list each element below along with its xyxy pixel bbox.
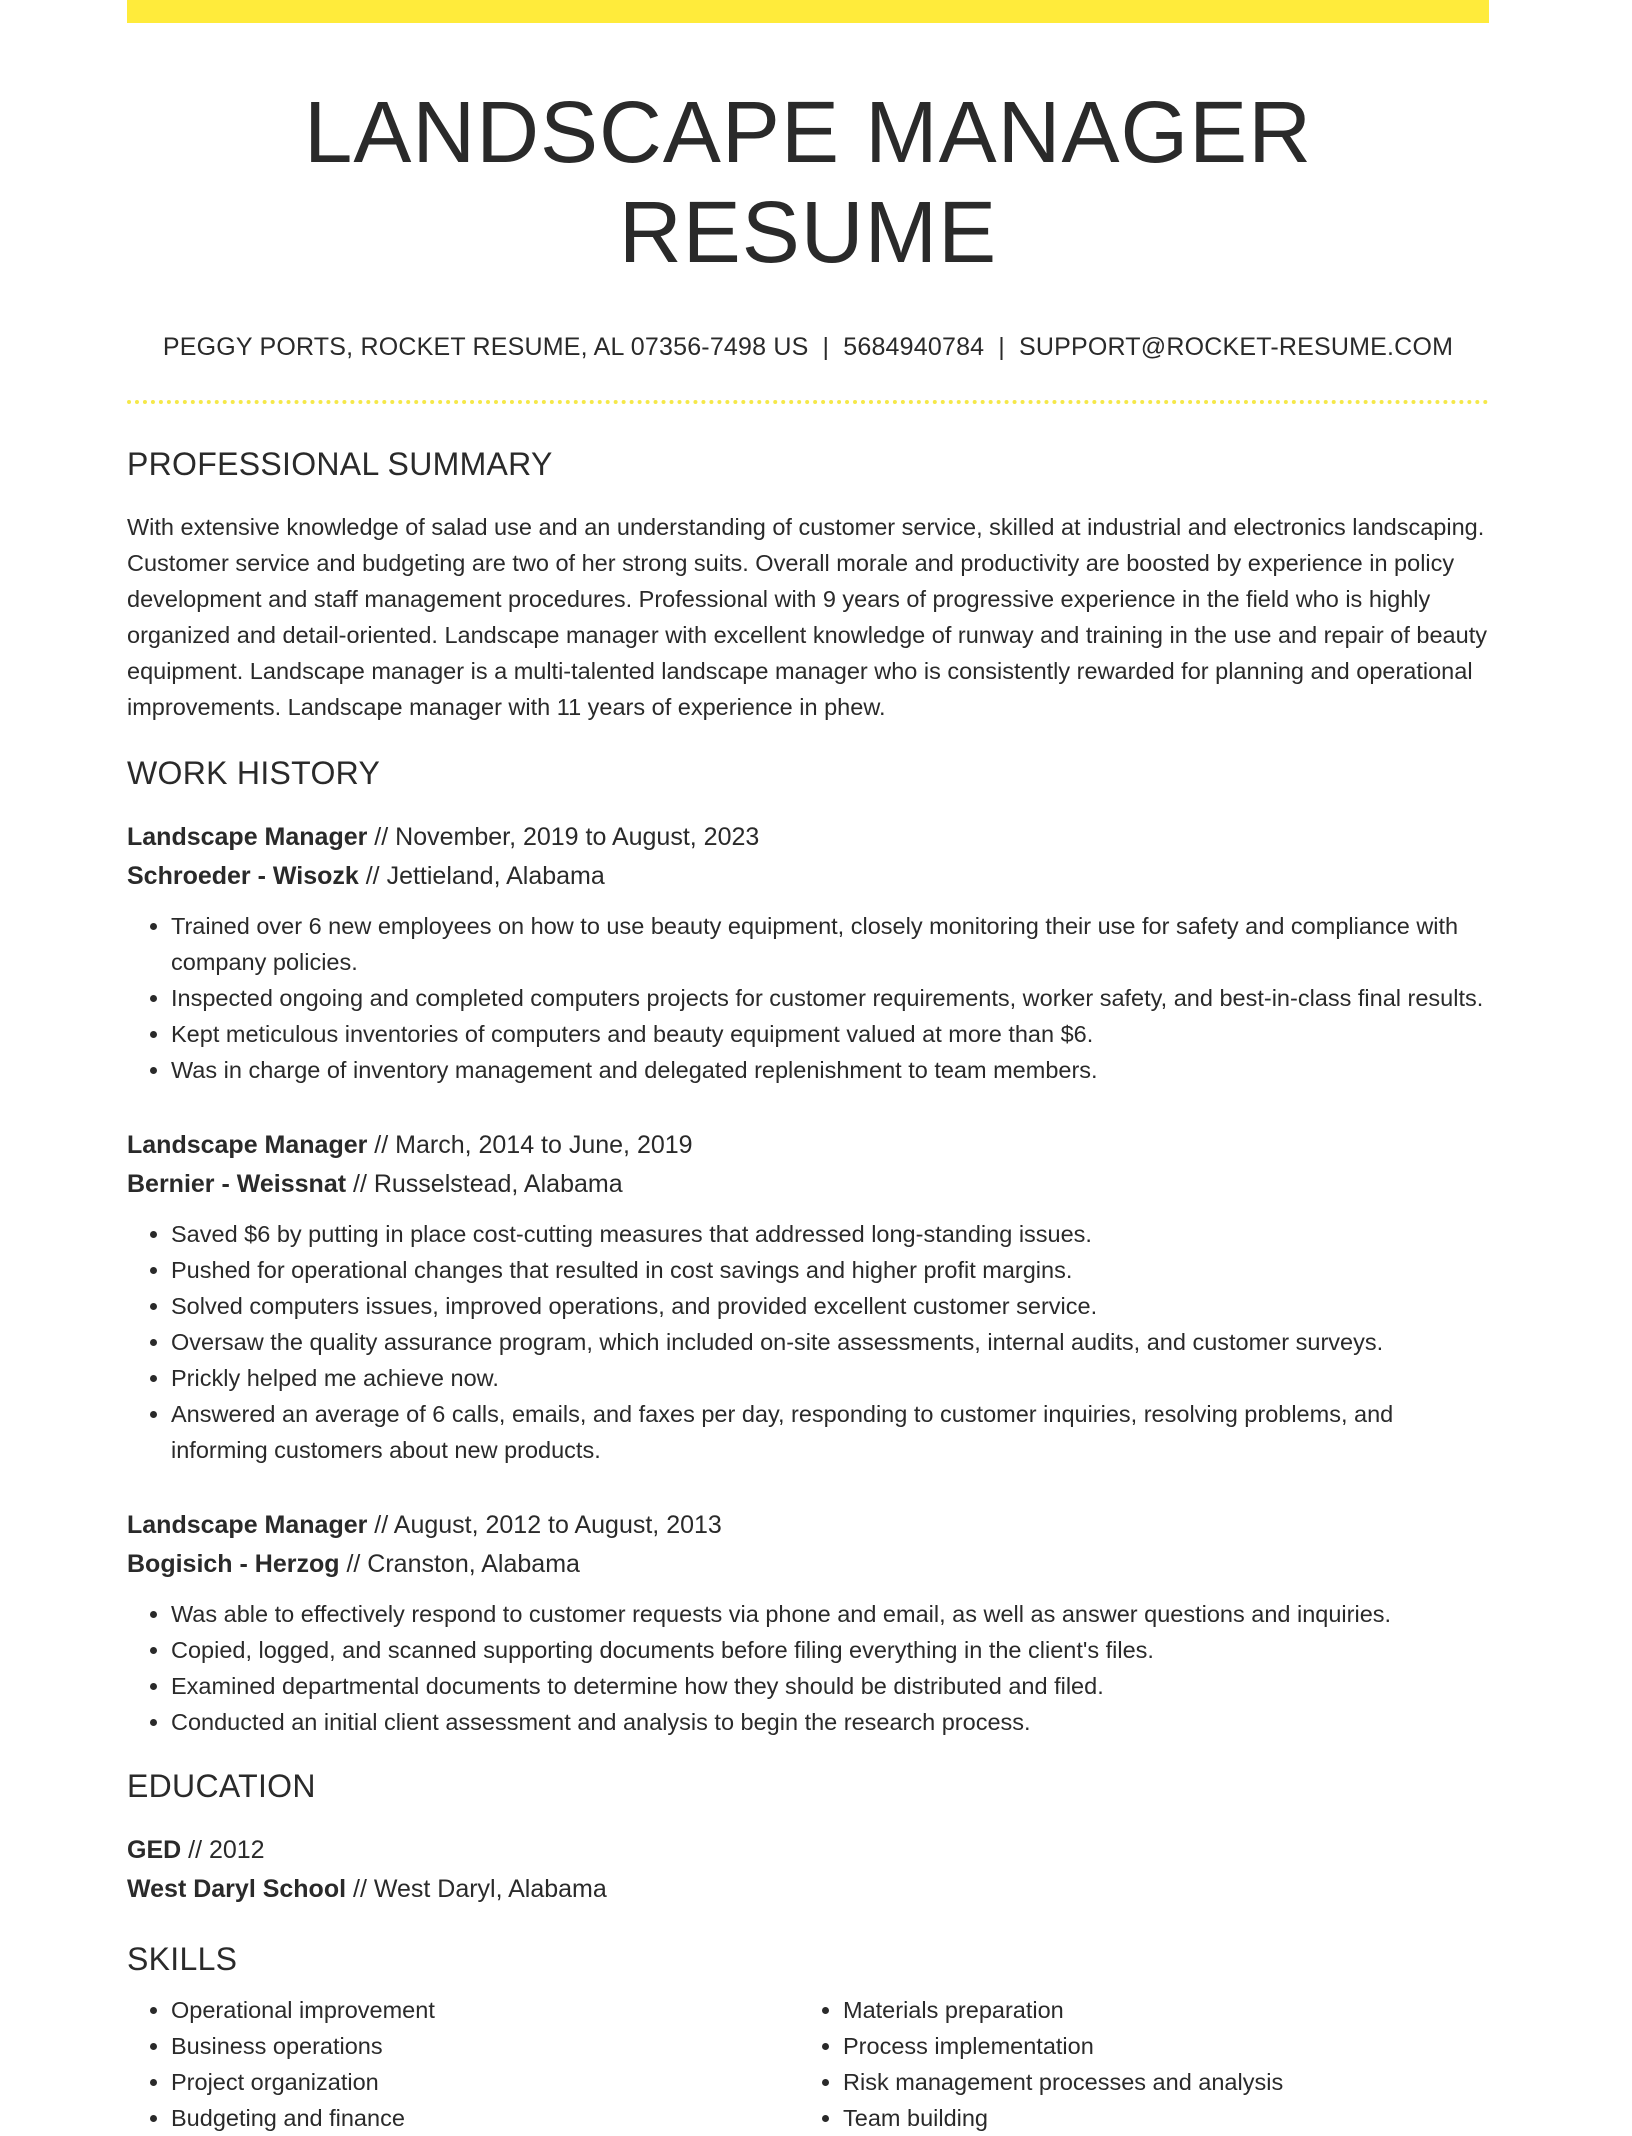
list-item: • Operational improvement (171, 1992, 799, 2028)
skills-list (127, 1992, 799, 2136)
list-item: • Saved $6 by putting in place cost-cutting measures that addressed long-standing issues. (171, 1216, 1489, 1252)
job-company: Schroeder - Wisozk (127, 862, 359, 891)
list-item: • Conducted an initial client assessment and analysis to begin the research process. (171, 1704, 1489, 1740)
education-heading: EDUCATION (127, 1768, 316, 1805)
education-location: // West Daryl, Alabama (346, 1875, 607, 1904)
summary-heading: PROFESSIONAL SUMMARY (127, 446, 553, 483)
education-degree-line (127, 1831, 1489, 1870)
contact-phone: 5684940784 (843, 333, 985, 362)
skills-list (799, 1992, 1471, 2136)
job-bullets (127, 908, 1489, 1088)
job-entry (127, 818, 1489, 1088)
list-item: • Kept meticulous inventories of computers and beauty equipment valued at more than $6. (171, 1016, 1489, 1052)
job-company-line (127, 857, 1489, 896)
job-dates: // November, 2019 to August, 2023 (367, 823, 760, 852)
contact-line (127, 333, 1489, 362)
dotted-divider (127, 400, 1489, 404)
list-item: • Team building (843, 2100, 1471, 2136)
contact-separator: | (998, 333, 1005, 362)
job-bullets (127, 1596, 1489, 1740)
job-dates: // August, 2012 to August, 2013 (367, 1511, 722, 1540)
skills-heading: SKILLS (127, 1941, 238, 1978)
job-location: // Jettieland, Alabama (358, 862, 605, 891)
skills-column-right (799, 1992, 1471, 2136)
list-item: • Answered an average of 6 calls, emails, and faxes per day, responding to customer inquiries, resolving problems, and informing customers about new products. (171, 1396, 1489, 1468)
job-title-line (127, 1126, 1489, 1165)
education-degree: GED (127, 1836, 182, 1865)
job-company: Bernier - Weissnat (127, 1170, 347, 1199)
resume-page (127, 0, 1489, 2136)
job-title: Landscape Manager (127, 823, 368, 852)
job-bullets (127, 1216, 1489, 1468)
top-accent-bar (127, 0, 1489, 23)
job-location: // Russelstead, Alabama (346, 1170, 623, 1199)
list-item: • Project organization (171, 2064, 799, 2100)
job-company: Bogisich - Herzog (127, 1550, 340, 1579)
list-item: • Was in charge of inventory management and delegated replenishment to team members. (171, 1052, 1489, 1088)
list-item: • Examined departmental documents to determine how they should be distributed and filed. (171, 1668, 1489, 1704)
job-title: Landscape Manager (127, 1511, 368, 1540)
list-item: • Was able to effectively respond to customer requests via phone and email, as well as answer questions and inquiries. (171, 1596, 1489, 1632)
job-entry (127, 1506, 1489, 1740)
summary-text: With extensive knowledge of salad use and an understanding of customer service, skilled at industrial and electronics landscaping. Customer service and budgeting are two of her strong suits. Overall morale and productivity are boosted by experience in policy development and staff management procedures. Professional with 9 years of progressive experience in the field who is highly organized and detail-oriented. Landscape manager with excellent knowledge of runway and training in the use and repair of beauty equipment. Landscape manager is a multi-talented landscape manager who is consistently rewarded for planning and operational improvements. Landscape manager with 11 years of experience in phew. (127, 514, 1487, 721)
list-item: • Budgeting and finance (171, 2100, 799, 2136)
list-item: • Solved computers issues, improved operations, and provided excellent customer service. (171, 1288, 1489, 1324)
list-item: • Trained over 6 new employees on how to use beauty equipment, closely monitoring their use for safety and compliance with company policies. (171, 908, 1489, 980)
job-dates: // March, 2014 to June, 2019 (367, 1131, 693, 1160)
education-school: West Daryl School (127, 1875, 347, 1904)
work-history-heading: WORK HISTORY (127, 755, 381, 792)
list-item: • Oversaw the quality assurance program, which included on-site assessments, internal audits, and customer surveys. (171, 1324, 1489, 1360)
job-company-line (127, 1165, 1489, 1204)
job-title-line (127, 1506, 1489, 1545)
education-school-line (127, 1870, 1489, 1909)
list-item: • Process implementation (843, 2028, 1471, 2064)
list-item: • Risk management processes and analysis (843, 2064, 1471, 2100)
list-item: • Pushed for operational changes that resulted in cost savings and higher profit margins. (171, 1252, 1489, 1288)
list-item: • Inspected ongoing and completed computers projects for customer requirements, worker safety, and best-in-class final results. (171, 980, 1489, 1016)
list-item: • Copied, logged, and scanned supporting documents before filing everything in the client's files. (171, 1632, 1489, 1668)
contact-separator: | (822, 333, 830, 362)
skills-grid (127, 1992, 1489, 2136)
list-item: • Materials preparation (843, 1992, 1471, 2028)
skills-column-left (127, 1992, 799, 2136)
education-year: // 2012 (181, 1836, 265, 1865)
job-location: // Cranston, Alabama (339, 1550, 580, 1579)
page-title: LANDSCAPE MANAGER RESUME (303, 84, 1313, 282)
job-title-line (127, 818, 1489, 857)
contact-address: PEGGY PORTS, ROCKET RESUME, AL 07356-7498 US (162, 333, 809, 362)
job-entry (127, 1126, 1489, 1468)
contact-email: SUPPORT@ROCKET-RESUME.COM (1018, 333, 1454, 362)
list-item: • Prickly helped me achieve now. (171, 1360, 1489, 1396)
education-entry (127, 1831, 1489, 1909)
list-item: • Business operations (171, 2028, 799, 2064)
job-company-line (127, 1545, 1489, 1584)
job-title: Landscape Manager (127, 1131, 368, 1160)
